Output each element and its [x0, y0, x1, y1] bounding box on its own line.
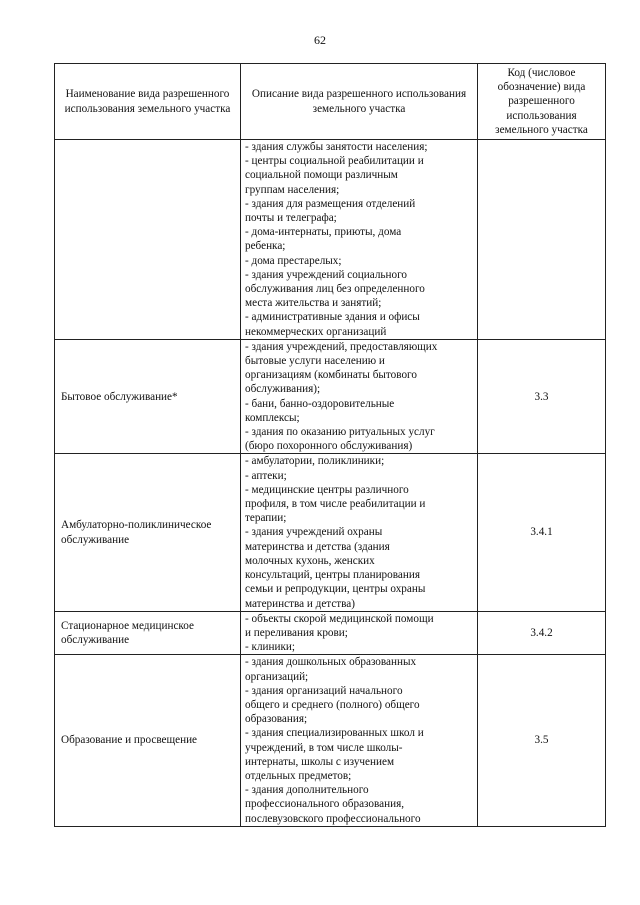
description-line: интернаты, школы с изучением — [245, 755, 395, 768]
description-line: - здания учреждений охраны — [245, 526, 383, 539]
description-line: - амбулатории, поликлиники; — [245, 455, 385, 468]
description-line: - административные здания и офисы — [245, 311, 420, 324]
description-line: - здания дошкольных образованных — [245, 656, 417, 669]
description-line: молочных кухонь, женских — [245, 554, 375, 567]
land-use-code-cell: 3.4.2 — [478, 611, 606, 655]
description-line: - объекты скорой медицинской помощи — [245, 612, 434, 625]
table-row — [55, 655, 606, 826]
description-line: - аптеки; — [245, 469, 287, 482]
description-line: - бани, банно-оздоровительные — [245, 397, 395, 410]
description-line: - клиники; — [245, 641, 296, 654]
description-line: обслуживания лиц без определенного — [245, 283, 425, 296]
description-line: - дома престарелых; — [245, 254, 342, 267]
description-line: бытовые услуги населению и — [245, 355, 385, 368]
land-use-description-cell — [241, 339, 478, 454]
description-line: - здания учреждений, предоставляющих — [245, 340, 438, 353]
land-use-description-cell — [241, 611, 478, 655]
header-name: Наименование вида разрешенного использования земельного участка — [55, 64, 241, 140]
description-line: семьи и репродукции, центры охраны — [245, 583, 426, 596]
description-line: - здания по оказанию ритуальных услуг — [245, 426, 435, 439]
land-use-name-cell: Образование и просвещение — [55, 655, 241, 826]
description-line: обслуживания); — [245, 383, 321, 396]
land-use-name-cell — [55, 140, 241, 340]
description-line: организаций; — [245, 670, 309, 683]
description-line: послевузовского профессионального — [245, 812, 421, 825]
description-line: - медицинские центры различного — [245, 483, 409, 496]
land-use-name-cell: Стационарное медицинское обслуживание — [55, 611, 241, 655]
description-line: общего и среднего (полного) общего — [245, 698, 420, 711]
description-line: материнства и детства (здания — [245, 540, 390, 553]
table-row — [55, 611, 606, 655]
land-use-code-cell: 3.4.1 — [478, 454, 606, 611]
table-row — [55, 140, 606, 340]
description-line: ребенка; — [245, 240, 286, 253]
description-line: места жительства и занятий; — [245, 297, 382, 310]
land-use-name-cell: Амбулаторно-поликлиническое обслуживание — [55, 454, 241, 611]
land-use-name-cell: Бытовое обслуживание* — [55, 339, 241, 454]
page-number: 62 — [314, 33, 326, 47]
description-line: профиля, в том числе реабилитации и — [245, 498, 426, 511]
description-line: группам населения; — [245, 183, 340, 196]
description-line: - здания для размещения отделений — [245, 197, 416, 210]
description-line: материнства и детства) — [245, 597, 356, 610]
table-row — [55, 339, 606, 454]
description-line: и переливания крови; — [245, 626, 348, 639]
description-line: организациям (комбинаты бытового — [245, 369, 417, 382]
table-header-row — [55, 64, 606, 140]
description-line: комплексы; — [245, 411, 300, 424]
description-line: социальной помощи различным — [245, 169, 398, 182]
description-line: почты и телеграфа; — [245, 212, 337, 225]
land-use-description-cell — [241, 454, 478, 611]
description-line: - дома-интернаты, приюты, дома — [245, 226, 402, 239]
land-use-table — [54, 63, 606, 827]
description-line: профессионального образования, — [245, 798, 405, 811]
land-use-code-cell: 3.5 — [478, 655, 606, 826]
land-use-description-cell — [241, 140, 478, 340]
land-use-description-cell — [241, 655, 478, 826]
description-line: отдельных предметов; — [245, 769, 352, 782]
description-line: учреждений, в том числе школы- — [245, 741, 403, 754]
description-line: некоммерческих организаций — [245, 325, 387, 338]
header-description: Описание вида разрешенного использования земельного участка — [241, 64, 478, 140]
description-line: - здания дополнительного — [245, 784, 369, 797]
land-use-code-cell — [478, 140, 606, 340]
description-line: - здания учреждений социального — [245, 268, 408, 281]
land-use-code-cell: 3.3 — [478, 339, 606, 454]
description-line: - центры социальной реабилитации и — [245, 155, 424, 168]
description-line: (бюро похоронного обслуживания) — [245, 440, 413, 453]
description-line: - здания специализированных школ и — [245, 727, 424, 740]
header-code: Код (числовое обозначение) вида разрешенного использования земельного участка — [478, 64, 606, 140]
table-row — [55, 454, 606, 611]
description-line: - здания службы занятости населения; — [245, 141, 428, 153]
description-line: терапии; — [245, 512, 287, 525]
description-line: образования; — [245, 713, 308, 726]
description-line: - здания организаций начального — [245, 684, 403, 697]
description-line: консультаций, центры планирования — [245, 569, 420, 582]
